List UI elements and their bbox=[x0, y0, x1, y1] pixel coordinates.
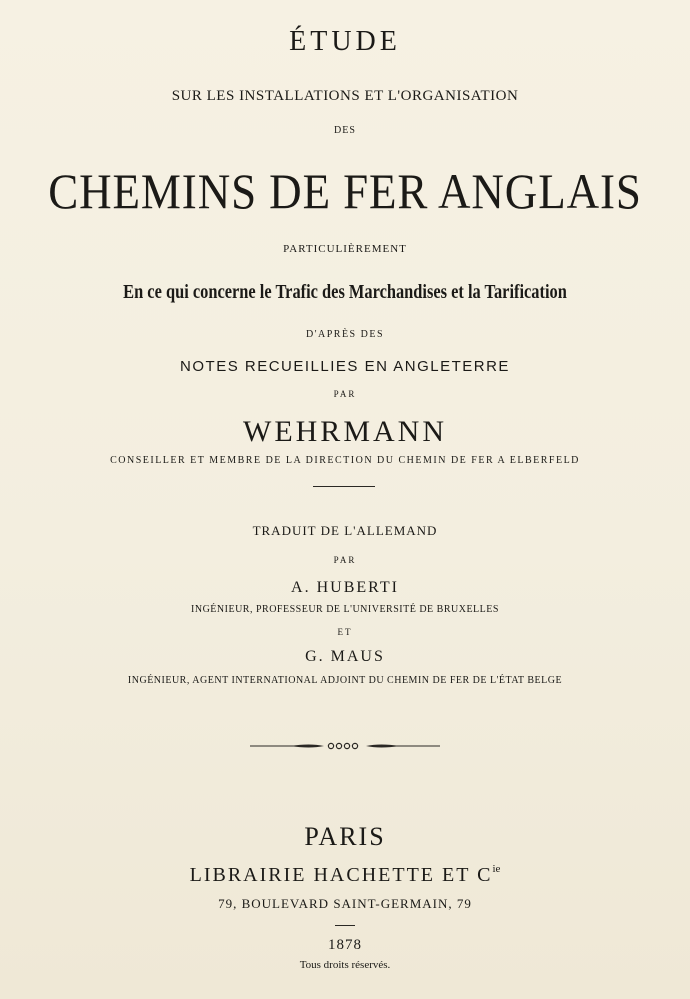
dapres-line: D'APRÈS DES bbox=[305, 329, 385, 340]
translator-1-title: INGÉNIEUR, PROFESSEUR DE L'UNIVERSITÉ DE BRUXELLES bbox=[191, 604, 499, 615]
main-title: CHEMINS DE FER ANGLAIS bbox=[48, 163, 642, 219]
particulierement-line: PARTICULIÈREMENT bbox=[283, 243, 407, 255]
imprint-address: 79, BOULEVARD SAINT-GERMAIN, 79 bbox=[218, 896, 472, 911]
translator-2-name: G. MAUS bbox=[305, 648, 385, 665]
traduit-line: TRADUIT DE L'ALLEMAND bbox=[252, 523, 438, 538]
notes-line: NOTES RECUEILLIES EN ANGLETERRE bbox=[180, 358, 510, 375]
imprint-city: PARIS bbox=[304, 822, 386, 851]
des-line: DES bbox=[334, 125, 356, 136]
par-line-1: PAR bbox=[333, 389, 357, 399]
imprint-publisher bbox=[0, 864, 690, 885]
imprint-year: 1878 bbox=[328, 937, 362, 953]
author-name: WEHRMANN bbox=[243, 415, 447, 448]
imprint-rights: Tous droits réservés. bbox=[299, 959, 391, 971]
par-line-2: PAR bbox=[333, 555, 357, 565]
translator-1-name: A. HUBERTI bbox=[291, 579, 399, 596]
concerne-line: En ce qui concerne le Trafic des Marchandises et la Tarification bbox=[123, 281, 567, 303]
subtitle-line: SUR LES INSTALLATIONS ET L'ORGANISATION bbox=[171, 88, 519, 104]
et-line: ET bbox=[337, 627, 353, 637]
translator-2-title: INGÉNIEUR, AGENT INTERNATIONAL ADJOINT DU CHEMIN DE FER DE L'ÉTAT BELGE bbox=[127, 675, 563, 686]
publisher-name: LIBRAIRIE HACHETTE ET C bbox=[189, 864, 493, 886]
short-rule-1 bbox=[313, 486, 375, 487]
author-title: CONSEILLER ET MEMBRE DE LA DIRECTION DU CHEMIN DE FER A ELBERFELD bbox=[110, 455, 580, 466]
ornament-divider-icon bbox=[250, 738, 440, 754]
heading-etude: ÉTUDE bbox=[289, 26, 401, 57]
publisher-superscript: ie bbox=[492, 863, 501, 875]
short-rule-2 bbox=[335, 925, 355, 926]
